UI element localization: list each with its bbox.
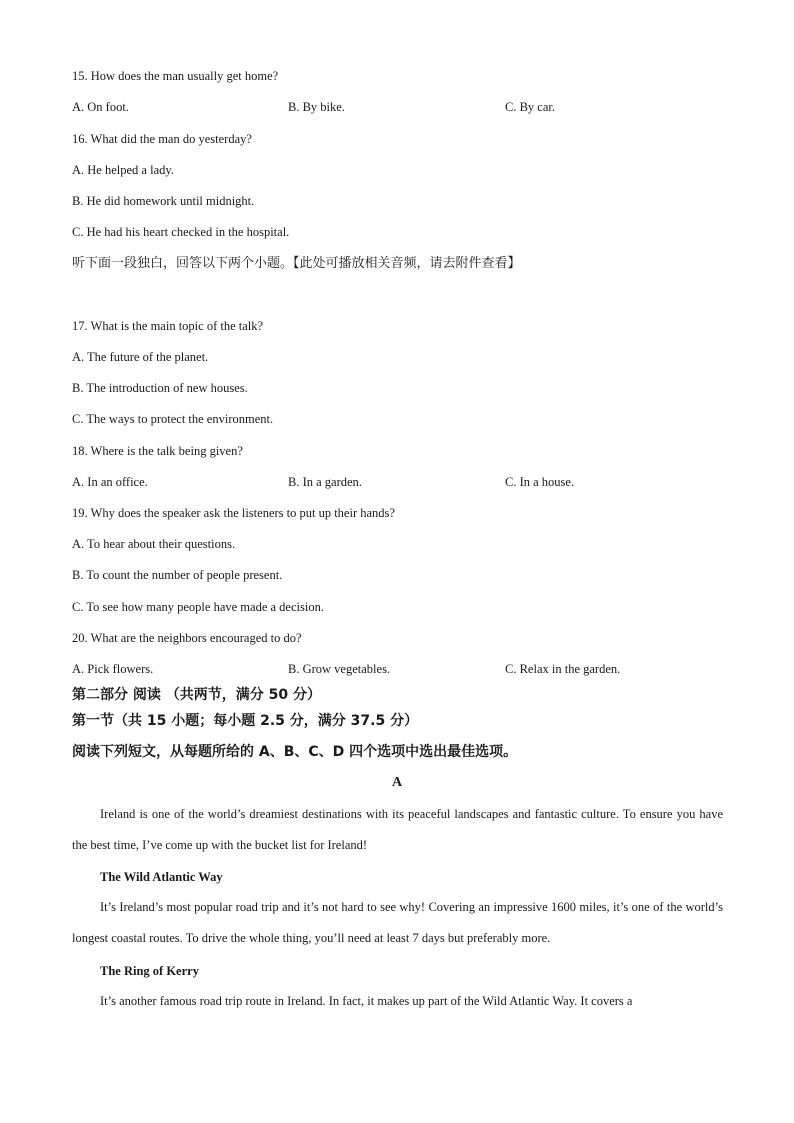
passage-subheading-ring-of-kerry: The Ring of Kerry	[100, 964, 199, 978]
question-17-option-a: A. The future of the planet.	[72, 350, 209, 364]
question-16-stem: 16. What did the man do yesterday?	[72, 132, 252, 146]
question-15-option-c: C. By car.	[505, 100, 555, 114]
question-20-option-c: C. Relax in the garden.	[505, 662, 621, 676]
question-15-option-b: B. By bike.	[288, 100, 345, 114]
part-two-heading: 第二部分 阅读 （共两节，满分 50 分）	[72, 687, 321, 703]
passage-subheading-wild-atlantic-way: The Wild Atlantic Way	[100, 870, 223, 884]
question-19-option-b: B. To count the number of people present.	[72, 568, 283, 582]
passage-paragraph-ring-of-kerry: It’s another famous road trip route in Ireland. In fact, it makes up part of the Wild Atlantic Way. It covers a	[100, 994, 633, 1008]
question-16-option-a: A. He helped a lady.	[72, 163, 174, 177]
passage-title: A	[391, 775, 403, 790]
monologue-instruction: 听下面一段独白，回答以下两个小题。【此处可播放相关音频，请去附件查看】	[72, 256, 521, 271]
question-20-option-a: A. Pick flowers.	[72, 662, 154, 676]
reading-instruction: 阅读下列短文，从每题所给的 A、B、C、D 四个选项中选出最佳选项。	[72, 744, 518, 760]
question-19-stem: 19. Why does the speaker ask the listeners to put up their hands?	[72, 506, 395, 520]
question-16-option-b: B. He did homework until midnight.	[72, 194, 255, 208]
question-20-stem: 20. What are the neighbors encouraged to do?	[72, 631, 302, 645]
question-17-stem: 17. What is the main topic of the talk?	[72, 319, 264, 333]
question-16-option-c: C. He had his heart checked in the hospital.	[72, 225, 290, 239]
question-18-stem: 18. Where is the talk being given?	[72, 444, 243, 458]
passage-intro: Ireland is one of the world’s dreamiest destinations with its peaceful landscapes and fantastic culture. To ensure you have the best time, I’ve come up with the bucket list for Ireland!	[72, 807, 723, 852]
question-18-option-b: B. In a garden.	[288, 475, 362, 489]
passage-paragraph-wild-atlantic-way: It’s Ireland’s most popular road trip and it’s not hard to see why! Covering an impressive 1600 miles, it’s one of the world’s longest coastal routes. To drive the whole thing, you’ll need at least 7 days but preferably more.	[72, 900, 723, 945]
question-18-option-a: A. In an office.	[72, 475, 148, 489]
question-19-option-c: C. To see how many people have made a decision.	[72, 600, 324, 614]
question-15-option-a: A. On foot.	[72, 100, 129, 114]
question-17-option-c: C. The ways to protect the environment.	[72, 412, 274, 426]
question-15-stem: 15. How does the man usually get home?	[72, 69, 279, 83]
question-19-option-a: A. To hear about their questions.	[72, 537, 236, 551]
question-20-option-b: B. Grow vegetables.	[288, 662, 391, 676]
question-18-option-c: C. In a house.	[505, 475, 575, 489]
section-one-heading: 第一节（共 15 小题；每小题 2.5 分，满分 37.5 分）	[72, 713, 419, 729]
question-17-option-b: B. The introduction of new houses.	[72, 381, 248, 395]
